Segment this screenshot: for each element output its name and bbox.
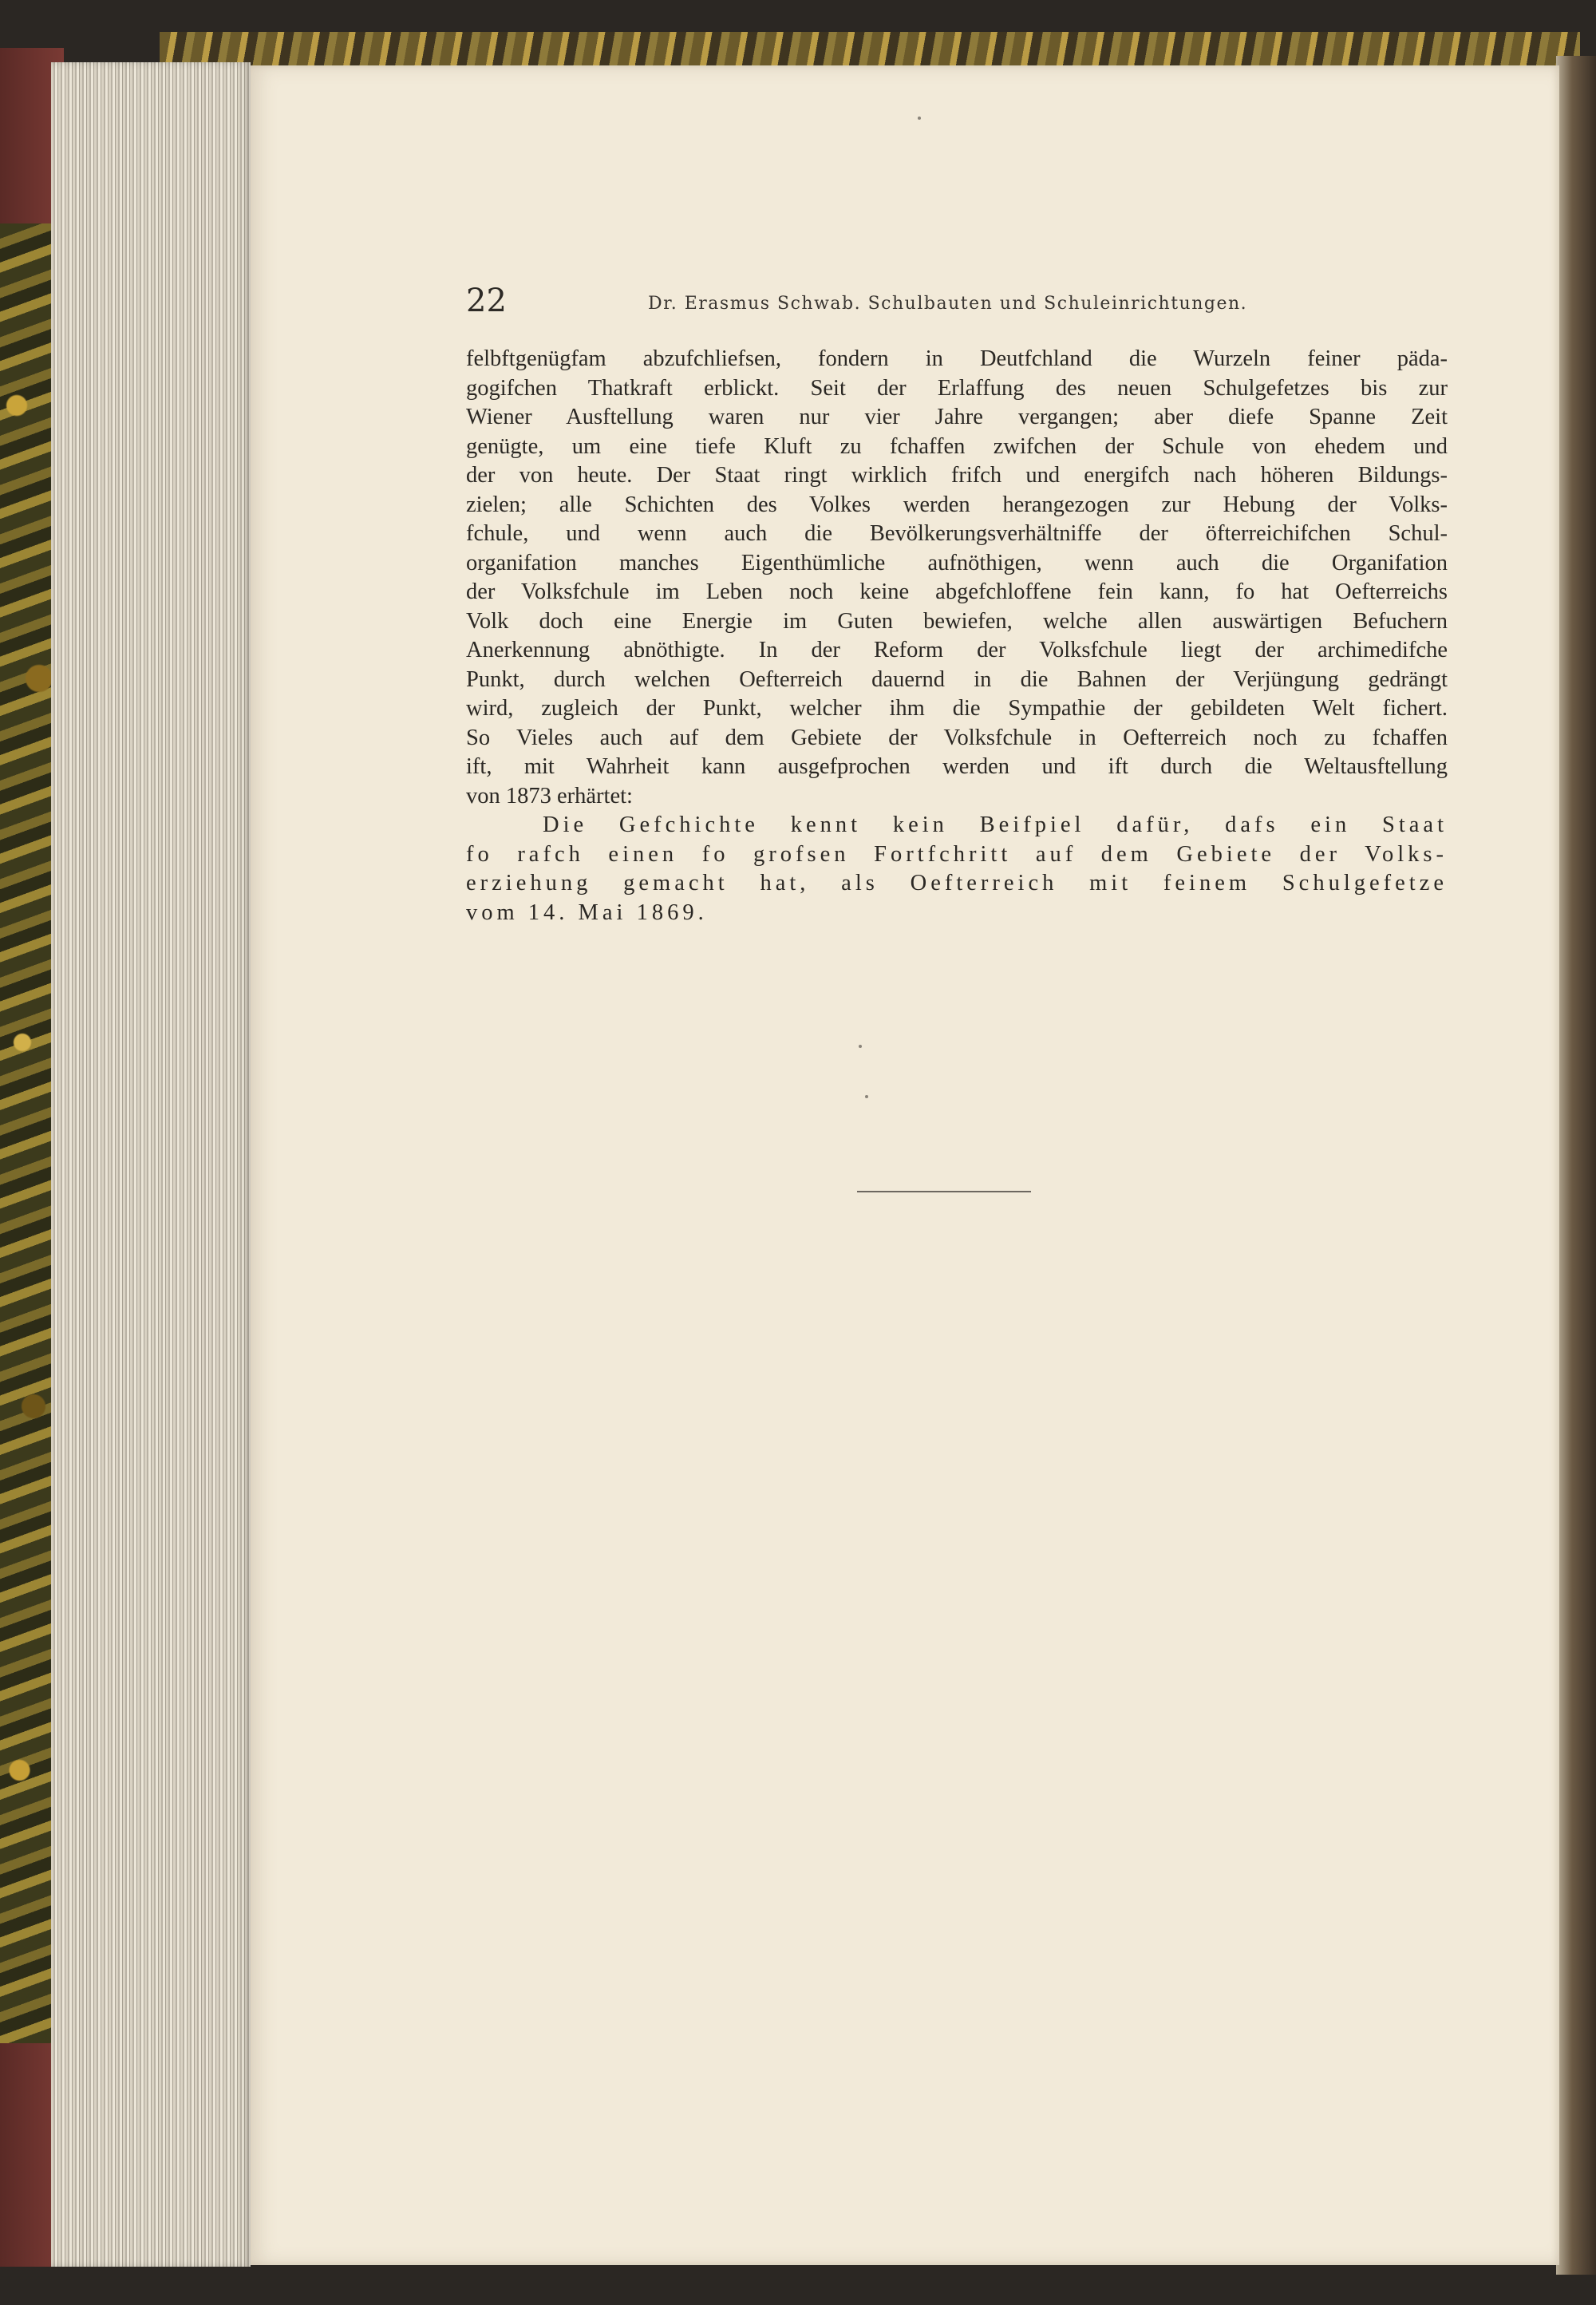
text-line: fchule, und wenn auch die Bevölkerungsverhältniffe der öfterreichifchen Schul- [466, 521, 1448, 546]
page-number: 22 [466, 283, 507, 319]
text-line: Anerkennung abnöthigte. In der Reform der Volksfchule liegt der archimedifche [466, 638, 1448, 662]
page-header [466, 283, 1567, 322]
text-line: ift, mit Wahrheit kann ausgefprochen werden und ift durch die Weltausftellung [466, 754, 1448, 779]
body-text [466, 345, 1448, 927]
quote-line: Die Gefchichte kennt kein Beifpiel dafür, dafs ein Staat [543, 812, 1448, 837]
text-line: genügte, um eine tiefe Kluft zu fchaffen zwifchen der Schule von ehedem und [466, 433, 1448, 459]
section-separator-rule [857, 1191, 1031, 1192]
marbled-board-left [0, 223, 56, 2043]
running-head: Dr. Erasmus Schwab. Schulbauten und Schuleinrichtungen. [648, 294, 1248, 314]
text-line: organifation manches Eigenthümliche aufnöthigen, wenn auch die Organifation [466, 550, 1448, 575]
text-line: von 1873 erhärtet: [466, 783, 633, 809]
book-page [251, 65, 1559, 2265]
binding-gutter-right [1556, 56, 1596, 2275]
text-line: Wiener Ausftellung waren nur vier Jahre vergangen; aber diefe Spanne Zeit [466, 405, 1448, 429]
text-line: wird, zugleich der Punkt, welcher ihm die Sympathie der gebildeten Welt fichert. [466, 696, 1448, 721]
text-line: der von heute. Der Staat ringt wirklich frifch und energifch nach höheren Bildungs- [466, 463, 1448, 488]
text-line: Punkt, durch welchen Oefterreich dauernd in die Bahnen der Verjüngung gedrängt [466, 666, 1448, 692]
page-edges [51, 62, 251, 2267]
quote-line: vom 14. Mai 1869. [466, 899, 708, 925]
marbled-edge-top [160, 32, 1580, 69]
text-line: der Volksfchule im Leben noch keine abgefchloffene fein kann, fo hat Oefterreichs [466, 579, 1448, 604]
quote-line: erziehung gemacht hat, als Oefterreich mit feinem Schulgefetze [466, 871, 1448, 896]
text-line: Volk doch eine Energie im Guten bewiefen, welche allen auswärtigen Befuchern [466, 608, 1448, 634]
quote-line: fo rafch einen fo grofsen Fortfchritt auf dem Gebiete der Volks- [466, 841, 1448, 867]
paper-speck [918, 117, 921, 120]
paper-speck [859, 1045, 862, 1048]
text-line: So Vieles auch auf dem Gebiete der Volksfchule in Oefterreich noch zu fchaffen [466, 725, 1448, 750]
text-line: felbftgenügfam abzufchliefsen, fondern in Deutfchland die Wurzeln feiner päda- [466, 346, 1448, 371]
text-line: zielen; alle Schichten des Volkes werden herangezogen zur Hebung der Volks- [466, 492, 1448, 517]
paper-speck [865, 1095, 868, 1098]
text-line: gogifchen Thatkraft erblickt. Seit der Erlaffung des neuen Schulgefetzes bis zur [466, 375, 1448, 401]
